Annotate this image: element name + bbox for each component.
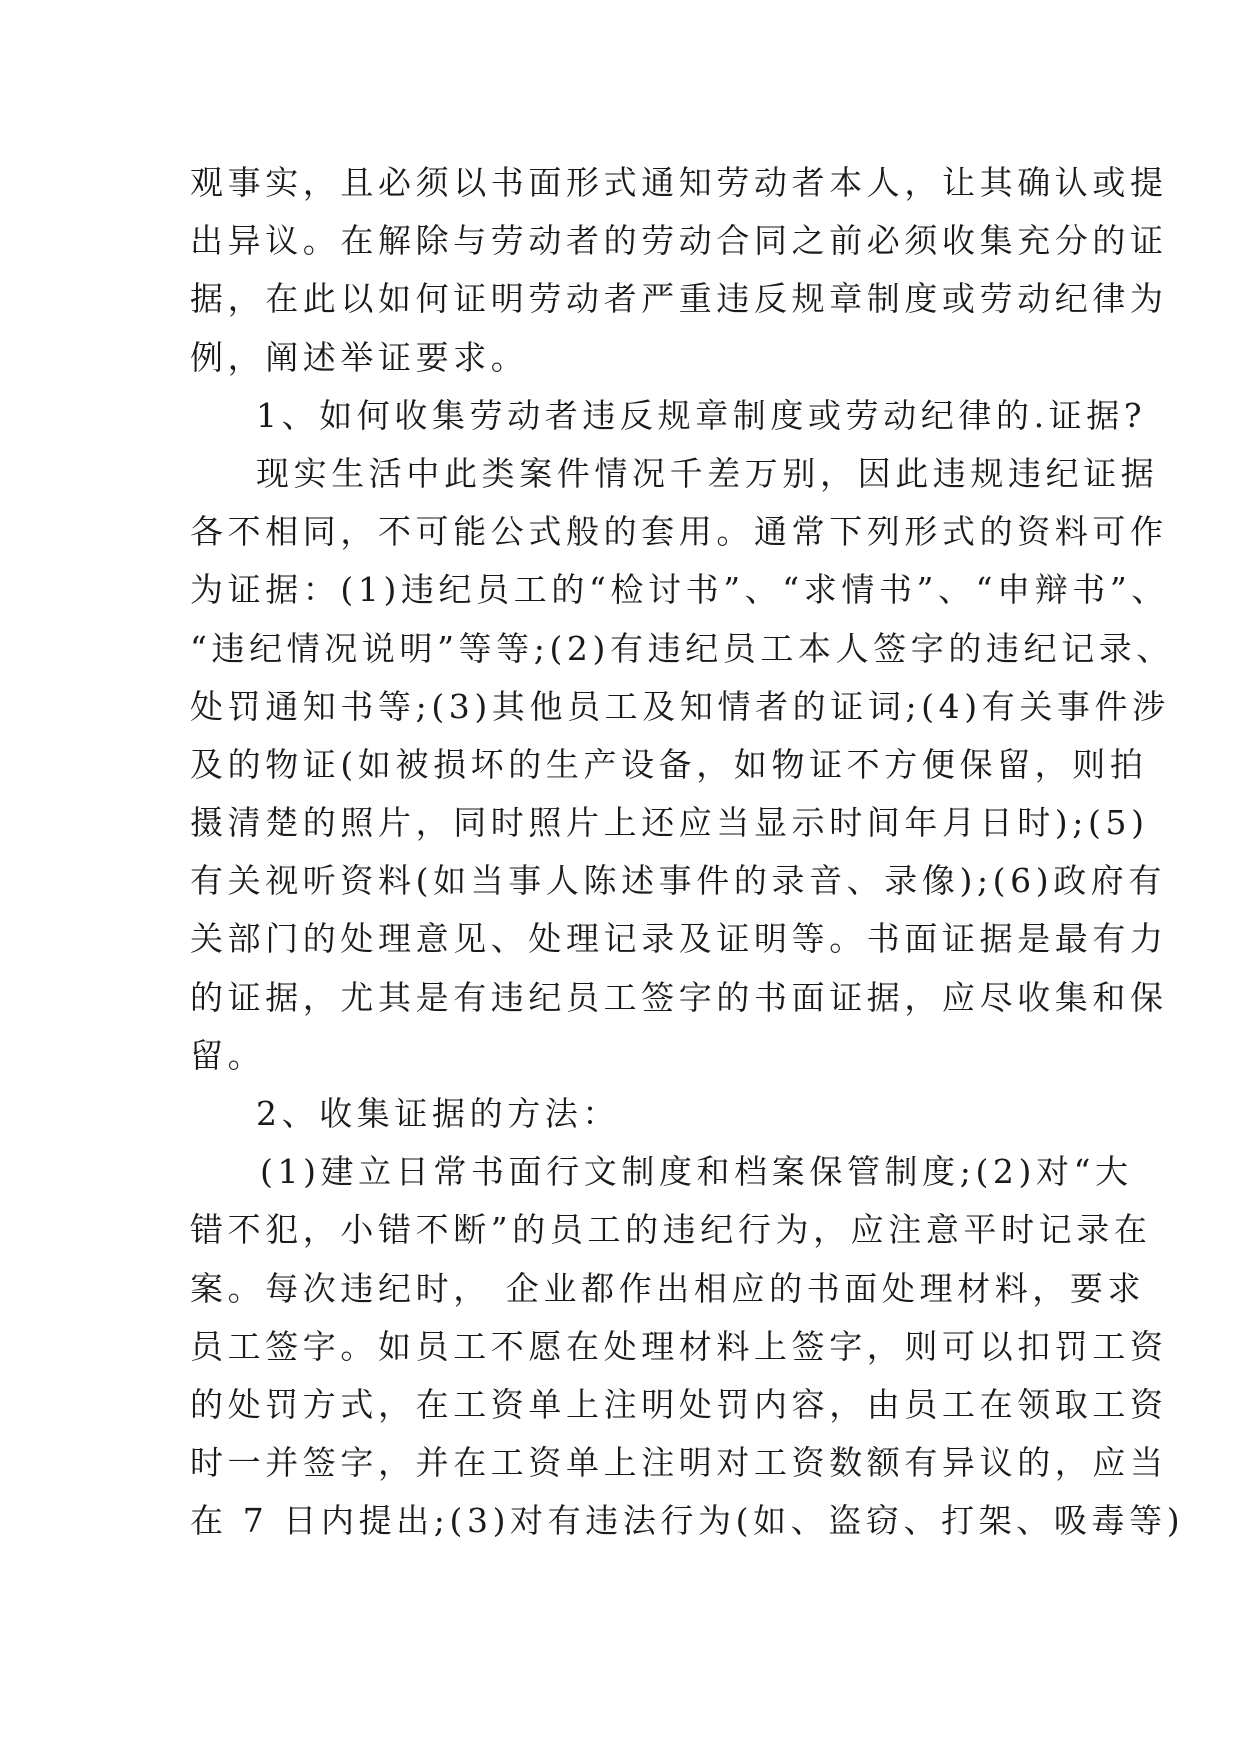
text-line: 为证据：(1)违纪员工的“检讨书”、“求情书”、“申辩书”、 [190, 570, 1169, 610]
text-line: 有关视听资料(如当事人陈述事件的录音、录像);(6)政府有 [190, 861, 1167, 901]
section-heading: 2、收集证据的方法： [256, 1094, 620, 1133]
text-line: 的处罚方式，在工资单上注明处罚内容，由员工在领取工资 [190, 1384, 1168, 1424]
text-line: 现实生活中此类案件情况千差万别，因此违规违纪证据 [256, 453, 1159, 493]
text-line: 员工签字。如员工不愿在处理材料上签字，则可以扣罚工资 [190, 1326, 1168, 1366]
text-line: 案。每次违纪时， 企业都作出相应的书面处理材料，要求 [190, 1268, 1146, 1308]
text-line: 留。 [190, 1035, 266, 1075]
text-line: 的证据，尤其是有违纪员工签字的书面证据，应尽收集和保 [190, 977, 1168, 1017]
text-line: (1)建立日常书面行文制度和档案保管制度;(2)对“大 [260, 1152, 1133, 1192]
text-line: 及的物证(如被损坏的生产设备，如物证不方便保留，则拍 [190, 744, 1148, 784]
text-line: 错不犯，小错不断”的员工的违纪行为，应注意平时记录在 [190, 1210, 1152, 1250]
text-line: 关部门的处理意见、处理记录及证明等。书面证据是最有力 [190, 919, 1168, 959]
text-line: 处罚通知书等;(3)其他员工及知情者的证词;(4)有关事件涉 [190, 686, 1170, 726]
text-line: 时一并签字，并在工资单上注明对工资数额有异议的，应当 [190, 1443, 1168, 1483]
text-line: 摄清楚的照片，同时照片上还应当显示时间年月日时);(5) [190, 803, 1149, 843]
text-line: “违纪情况说明”等等;(2)有违纪员工本人签字的违纪记录、 [190, 628, 1175, 668]
text-line: 在 7 日内提出;(3)对有违法行为(如、盗窃、打架、吸毒等) [190, 1501, 1185, 1541]
text-line: 据，在此以如何证明劳动者严重违反规章制度或劳动纪律为 [190, 279, 1168, 319]
text-line: 出异议。在解除与劳动者的劳动合同之前必须收集充分的证 [190, 221, 1168, 261]
text-line: 例，阐述举证要求。 [190, 337, 529, 377]
text-line: 观事实，且必须以书面形式通知劳动者本人，让其确认或提 [190, 163, 1168, 202]
section-heading: 1、如何收集劳动者违反规章制度或劳动纪律的.证据? [256, 395, 1147, 435]
text-line: 各不相同，不可能公式般的套用。通常下列形式的资料可作 [190, 512, 1168, 552]
document-page [190, 154, 1185, 1551]
